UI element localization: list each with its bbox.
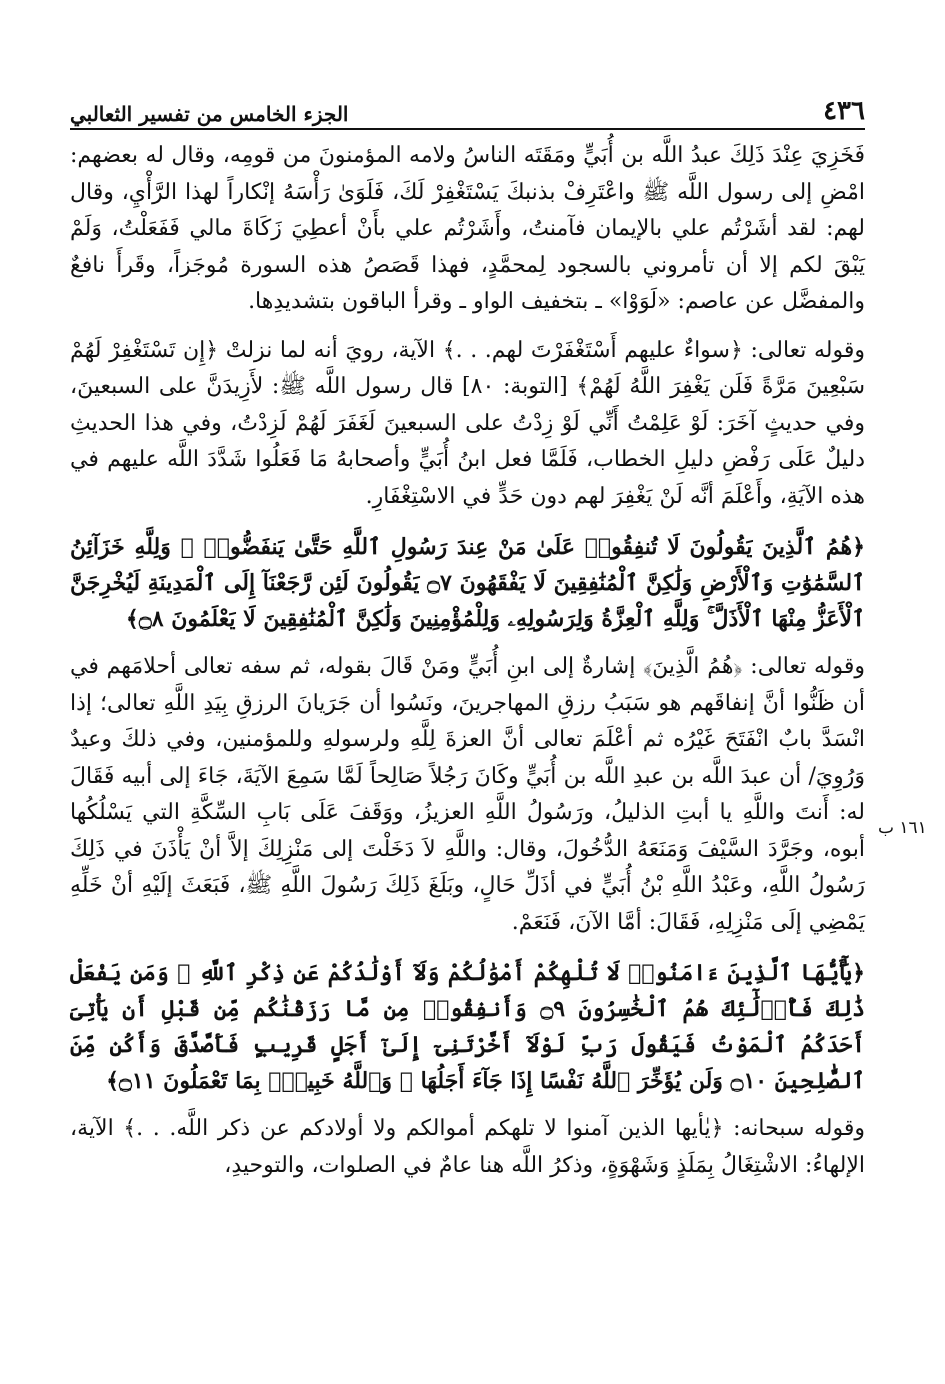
quran-verses-9-11: ﴿يَٰٓأَيُّهَا ٱلَّذِينَ ءَامَنُوا۟ لَا تُلْهِكُمْ أَمْوَٰلُكُمْ وَلَآ أَوْلَٰدُكُمْ عَن ذِكْرِ ٱللَّهِ ۚ وَمَن يَفْعَلْ ذَٰلِكَ فَأُو۟لَٰٓئِكَ هُمُ ٱلْخَٰسِرُونَ ۝٩ وَأَنفِقُوا۟ مِن مَّا رَزَقْنَٰكُم مِّن قَبْلِ أَن يَأْتِىَ أَحَدَكُمُ ٱلْمَوْتُ فَيَقُولَ رَبِّ لَوْلَآ أَخَّرْتَنِىٓ إِلَىٰٓ أَجَلٍ قَرِيبٍ فَأَصَّدَّقَ وَأَكُن مِّنَ ٱلصَّٰلِحِينَ ۝١٠ وَلَن يُؤَخِّرَ ٱللَّهُ نَفْسًا إِذَا جَآءَ أَجَلُهَا ۚ وَٱللَّهُ خَبِيرٌۢ بِمَا تَعْمَلُونَ ۝١١﴾: [70, 960, 865, 1094]
paragraph-4: وقوله سبحانه: ﴿يٰأيها الذين آمنوا لا تلهكم أموالكم ولا أولادكم عن ذكر اللَّه. . .﴾ الآية، الإلهاءُ: الاشْتِغَالُ بِمَلَذٍ وَشَهْوَةٍ، وذكرُ اللَّه هنا عامٌ في الصلوات، والتوحيدِ،: [70, 1116, 865, 1178]
page-number: ٤٣٦: [823, 96, 865, 126]
quran-verses-7-8: ﴿هُمُ ٱلَّذِينَ يَقُولُونَ لَا تُنفِقُوا۟ عَلَىٰ مَنْ عِندَ رَسُولِ ٱللَّهِ حَتَّىٰ يَنفَضُّوا۟ ۗ وَلِلَّهِ خَزَآئِنُ ٱلسَّمَٰوَٰتِ وَٱلْأَرْضِ وَلَٰكِنَّ ٱلْمُنَٰفِقِينَ لَا يَفْقَهُونَ ۝٧ يَقُولُونَ لَئِن رَّجَعْنَآ إِلَى ٱلْمَدِينَةِ لَيُخْرِجَنَّ ٱلْأَعَزُّ مِنْهَا ٱلْأَذَلَّ ۚ وَلِلَّهِ ٱلْعِزَّةُ وَلِرَسُولِهِۦ وَلِلْمُؤْمِنِينَ وَلَٰكِنَّ ٱلْمُنَٰفِقِينَ لَا يَعْلَمُونَ ۝٨﴾: [70, 534, 865, 632]
paragraph-1: فَخَزِيَ عِنْدَ ذَلِكَ عبدُ اللَّه بن أُبَيٍّ ومَقَتَه الناسُ ولامه المؤمنونَ من قومِه، وقال له بعضهم: امْضِ إلى رسول اللَّه ﷺ واعْتَرِفْ بذنبكَ يَسْتَغْفِرْ لَكَ، فَلَوَىٰ رَأْسَهُ إنْكاراً لهذا الرَّأْيِ، وقال لهم: لقد أشَرْتُم علي بالإيمان فآمنتُ، وأَشَرْتُم علي بأَنْ أعطِيَ زَكَاةَ مالي فَفَعَلْتُ، وَلَمْ يَبْقَ لكم إلا أن تأمروني بالسجود لِمحمَّدٍ، فهذا قَصَصُ هذه السورة مُوجَزاً، وقَرأَ نافعٌ والمفضَّل عن عاصم: «لَوَوْا» ـ بتخفيف الواو ـ وقرأ الباقون بتشديدِها.: [70, 143, 865, 314]
document-page: [70, 80, 865, 1184]
paragraph-2: وقوله تعالى: ﴿سواءٌ عليهم أَسْتَغْفَرْتَ لهم. . .﴾ الآية، رويَ أنه لما نزلتْ ﴿إِن تَسْتَغْفِرْ لَهُمْ سَبْعِينَ مَرَّةً فَلَن يَغْفِرَ اللَّهُ لَهُمْ﴾ [التوبة: ٨٠] قال رسول اللَّه ﷺ: لأَزِيدَنَّ على السبعينَ، وفي حديثٍ آخَرَ: لَوْ عَلِمْتُ أَنِّي لَوْ زِدْتُ على السبعينَ لَغَفَرَ لَهُمْ لَزِدْتُ، وفي هذا الحديثِ دليلٌ عَلَى رَفْضِ دليلِ الخطاب، فَلَمَّا فعل ابنُ أُبَيٍّ وأصحابهُ مَا فَعَلُوا شَدَّدَ اللَّه عليهم في هذه الآيَةِ، وأَعْلَمَ أنَّه لَنْ يَغْفِرَ لهم دون حَدٍّ في الاسْتِغْفَارِ.: [70, 337, 866, 509]
paragraph-3: وقوله تعالى: ﴿هُمُ الَّذِينَ﴾ إشارةٌ إلى ابنِ أُبَيٍّ ومَنْ قَالَ بقوله، ثم سفه تعالى أحلامَهم في أن ظَنُّوا أنَّ إنفاقَهم هو سَبَبُ رزقِ المهاجرينَ، ونَسُوا أن جَرَيانَ الرزقِ بِيَدِ اللَّهِ تعالى؛ إذا انْسَدَّ بابٌ انْفَتَحَ غَيْرُه ثم أعْلَمَ تعالى أنَّ العزةَ لِلَّهِ ولرسولهِ وللمؤمنين، وفي ذلكَ وعيدٌ وَرُوِيَ/ أن عبدَ اللَّه بن عبدِ اللَّه بن أُبَيٍّ وكَانَ رَجُلاً صَالِحاً لَمَّا سَمِعَ الآيَةَ، جَاءَ إلى أبيه فَقَالَ له: أَنتَ واللَّهِ يا أبتِ الذليلُ، ورَسُولُ اللَّهِ العزيزُ، ووَقَفَ عَلَى بَابِ السِّكَّةِ التي يَسْلُكُها أبوه، وجَرَّدَ السَّيْفَ وَمَنَعَهُ الدُّخُولَ، وقال: واللَّهِ لاَ دَخَلْتَ إلى مَنْزِلِكَ إلاَّ أنْ يَأْذَنَ في ذَلِكَ رَسُولُ اللَّهِ، وعَبْدُ اللَّهِ بْنُ أُبَيٍّ في أذَلِّ حَالٍ، وبَلَغَ ذَلِكَ رَسُولَ اللَّهِ ﷺ، فَبَعَثَ إلَيْهِ أنْ خَلِّهِ يَمْضِي إلَى مَنْزِلِهِ، فَقَالَ: أمَّا الآنَ، فَنَعَمْ.: [70, 654, 866, 935]
manuscript-folio-note: ١٦١ ب: [878, 818, 927, 838]
running-title: الجزء الخامس من تفسير الثعالبي: [70, 102, 349, 126]
page-header: [70, 80, 865, 130]
